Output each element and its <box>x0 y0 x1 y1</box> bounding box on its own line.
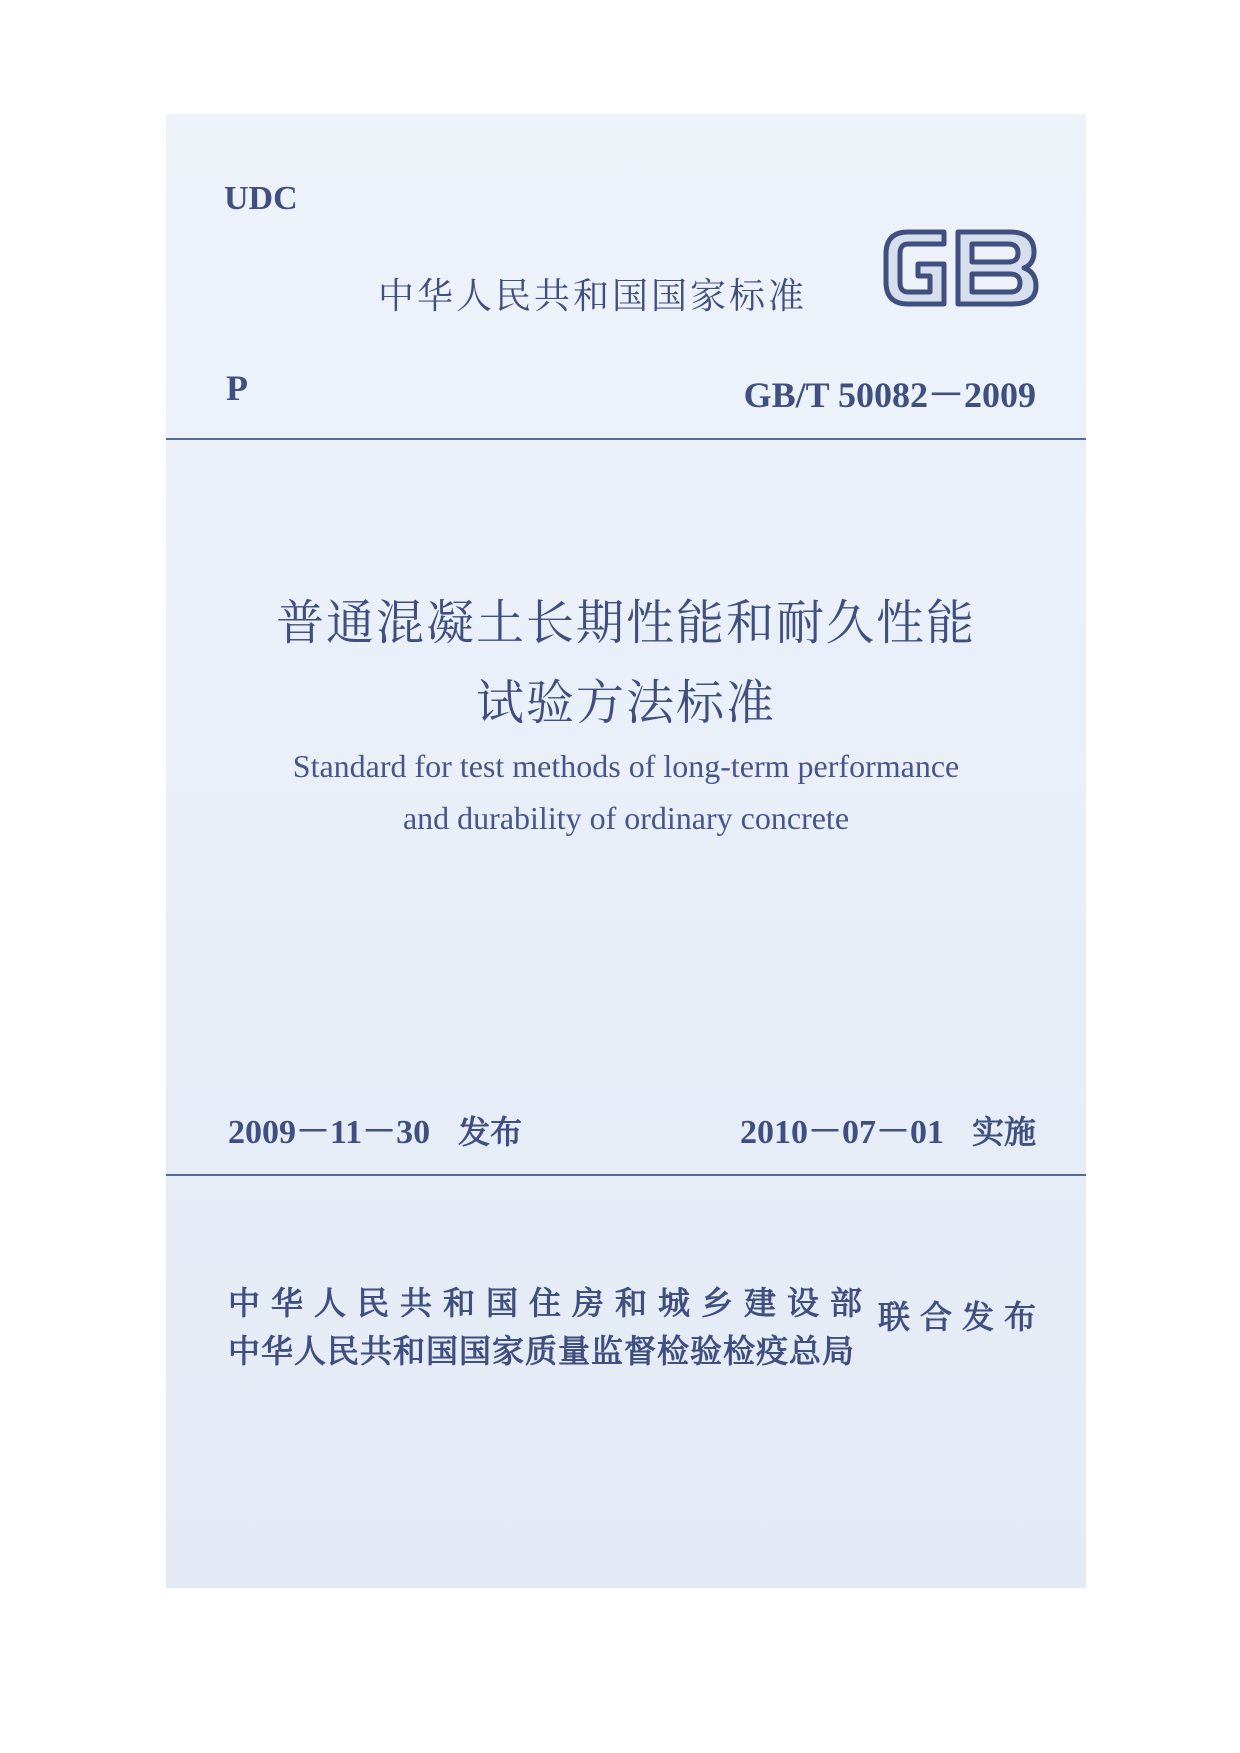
issue-date-block <box>228 1104 522 1153</box>
national-standard-label: 中华人民共和国国家标准 <box>378 276 808 317</box>
issuer-aqsiq: 中华人民共和国国家质量监督检验检疫总局 <box>228 1332 856 1370</box>
effective-date-block <box>740 1104 1036 1153</box>
standard-cover <box>166 114 1086 1588</box>
standard-number: GB/T 50082－2009 <box>743 375 1036 415</box>
title-en-line2: and durability of ordinary concrete <box>402 800 850 836</box>
joint-issue-label: 联合发布 <box>878 1298 1047 1336</box>
udc-label: UDC <box>224 180 298 217</box>
bottom-divider <box>166 1174 1086 1176</box>
gb-logo-icon <box>878 218 1044 318</box>
title-en-line1: Standard for test methods of long-term performance <box>292 748 960 784</box>
effective-label: 实施 <box>971 1113 1036 1151</box>
effective-date: 2010－07－01 <box>739 1114 944 1151</box>
top-divider <box>166 438 1086 440</box>
title-cn-line1: 普通混凝土长期性能和耐久性能 <box>275 595 976 651</box>
issuer-ministry-housing: 中华人民共和国住房和城乡建设部 <box>228 1284 874 1322</box>
title-cn-line2: 试验方法标准 <box>475 675 776 731</box>
category-code: P <box>226 368 248 408</box>
issue-date: 2009－11－30 <box>228 1114 431 1151</box>
issue-label: 发布 <box>458 1113 523 1151</box>
